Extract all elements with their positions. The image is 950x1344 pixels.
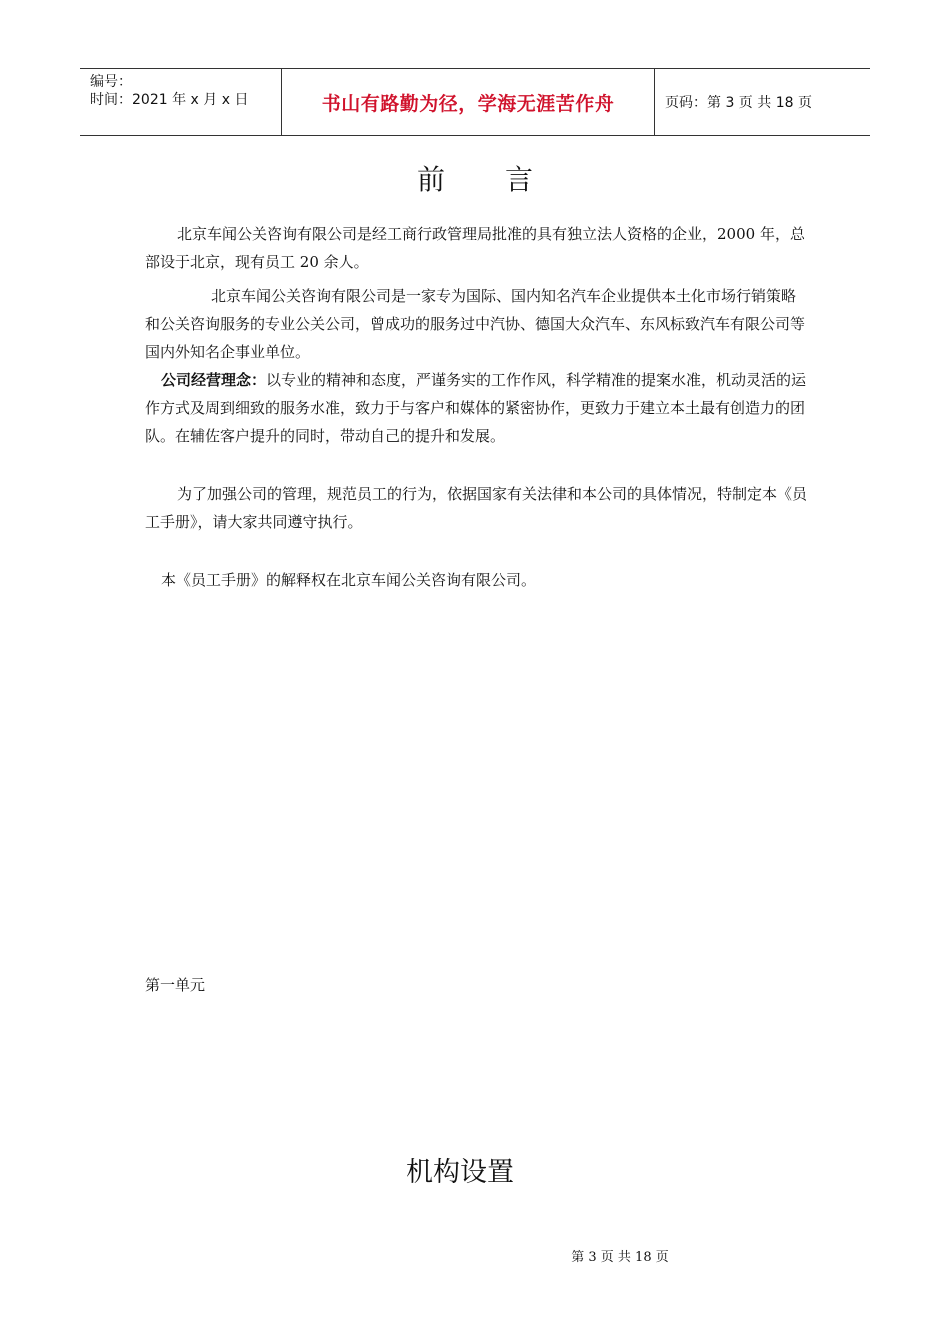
time-label: 时间：2021 年 x 月 x 日 [90,92,249,108]
header-page-cell [655,69,870,135]
header-table [80,68,870,136]
philosophy-label: 公司经营理念： [161,371,267,389]
philosophy-text: 以专业的精神和态度，严谨务实的工作作风，科学精准的提案水准，机动灵活的运作方式及周到细致的服务水准，致力于与客户和媒体的紧密协作，更致力于建立本土最有创造力的团队。在辅佐客户提升的同时，带动自己的提升和发展。 [145,371,807,445]
preface-paragraph-3: 为了加强公司的管理，规范员工的行为，依据国家有关法律和本公司的具体情况，特制定本《员工手册》，请大家共同遵守执行。 [145,485,808,531]
page-info: 页码：第 3 页 共 18 页 [665,95,812,111]
header-motto-cell [282,69,655,135]
header-left-cell [80,69,282,135]
preface-paragraph-2: 北京车闻公关咨询有限公司是一家专为国际、国内知名汽车企业提供本土化市场行销策略和公关咨询服务的专业公关公司，曾成功的服务过中汽协、德国大众汽车、东风标致汽车有限公司等国内外知名企事业单位。 [145,287,806,361]
preface-paragraph-4: 本《员工手册》的解释权在北京车闻公关咨询有限公司。 [161,571,537,589]
unit-label: 第一单元 [145,976,206,994]
page-footer: 第 3 页 共 18 页 [571,1250,669,1265]
philosophy-paragraph [145,366,810,450]
number-label: 编号： [90,74,132,90]
preface-title: 前言 [416,163,593,196]
preface-paragraph-1: 北京车闻公关咨询有限公司是经工商行政管理局批准的具有独立法人资格的企业，2000 年，总部设于北京，现有员工 20 余人。 [145,225,805,271]
section-title: 机构设置 [406,1157,514,1188]
motto: 书山有路勤为径，学海无涯苦作舟 [321,92,615,115]
